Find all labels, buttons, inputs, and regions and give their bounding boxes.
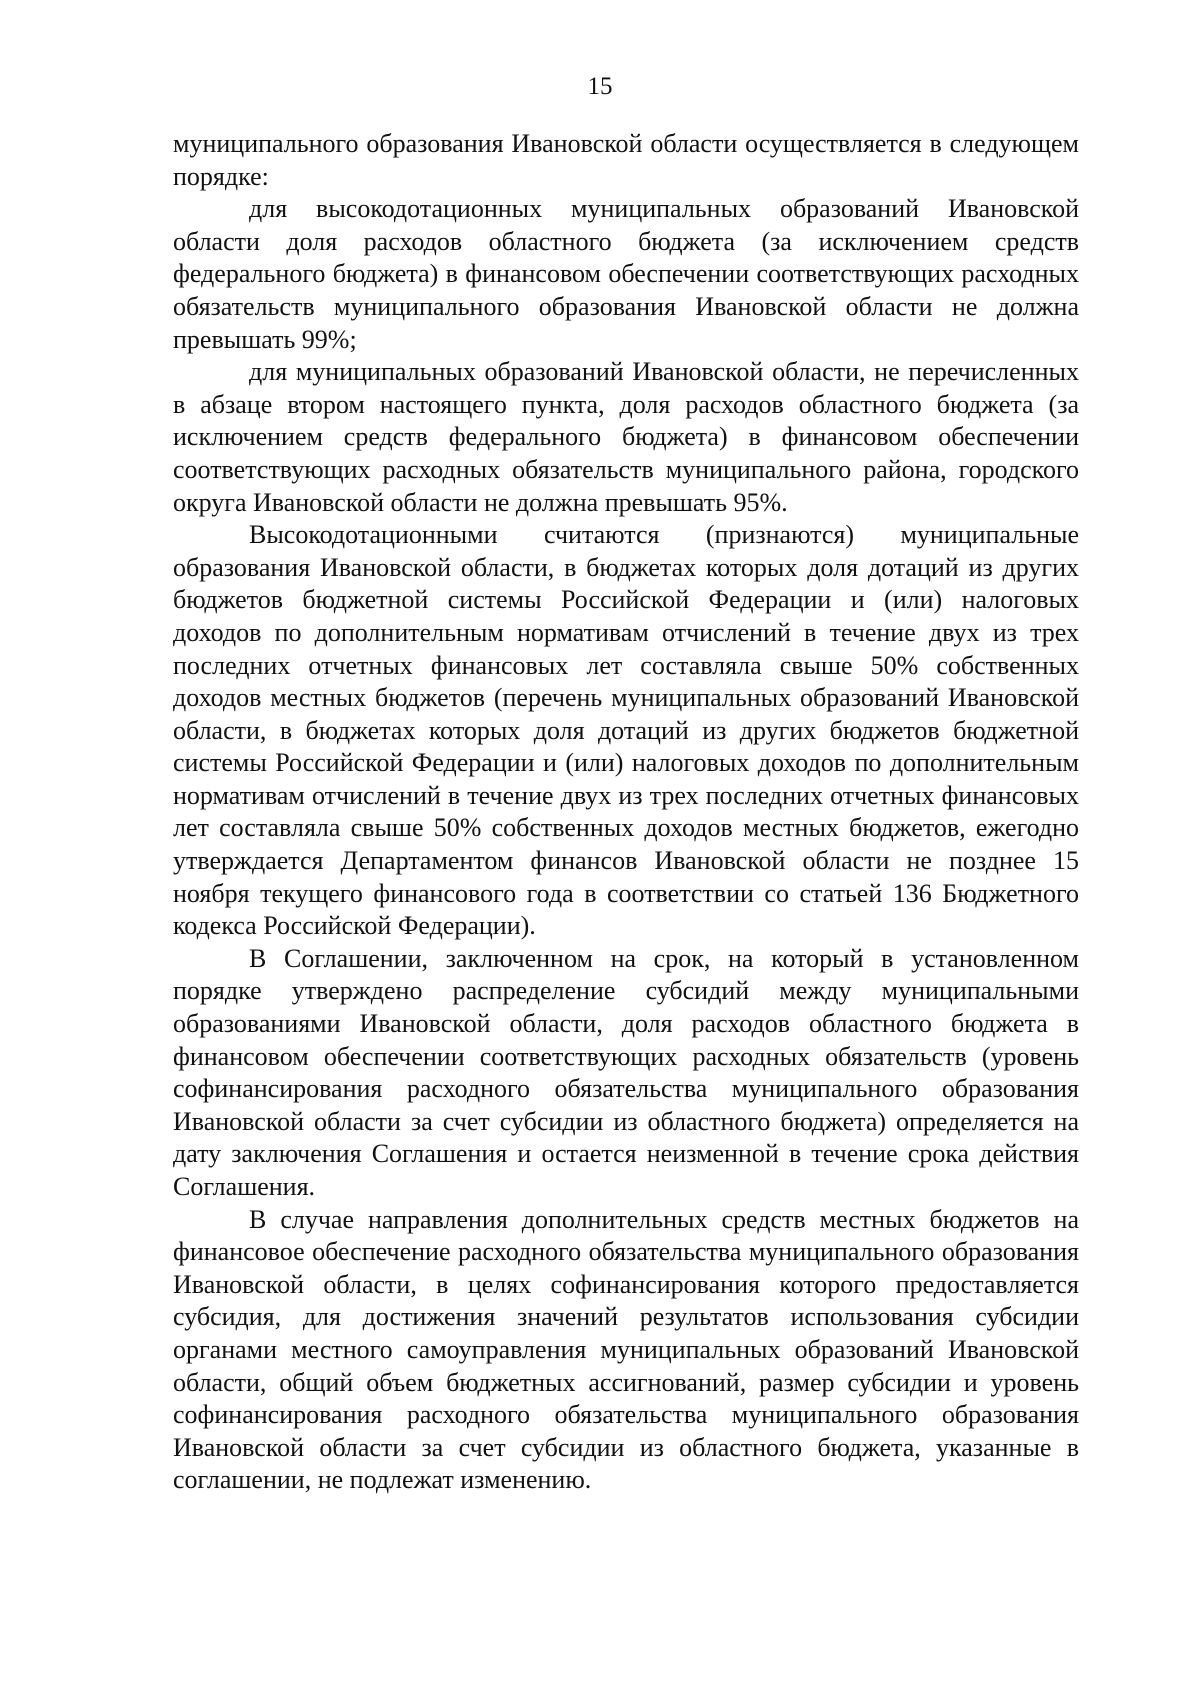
paragraph-high-subsidy-definition: Высокодотационными считаются (признаются) муниципальные образования Ивановской области, в бюджетах которых доля дотаций из других бюджетов бюджетной системы Российской Федерации и (или) налоговых доходов по дополнительным нормативам отчислений в течение двух из трех последних отчетных финансовых лет составляла свыше 50% собственных доходов местных бюджетов (перечень муниципальных образований Ивановской области, в бюджетах которых доля дотаций из других бюджетов бюджетной системы Российской Федерации и (или) налоговых доходов по дополнительным нормативам отчислений в течение двух из трех последних отчетных финансовых лет составляла свыше 50% собственных доходов местных бюджетов, ежегодно утверждается Департаментом финансов Ивановской области не позднее 15 ноября текущего финансового года в соответствии со статьей 136 Бюджетного кодекса Российской Федерации). — [173, 520, 1079, 941]
paragraph-high-subsidy-share: для высокодотационных муниципальных образований Ивановской области доля расходов областного бюджета (за исключением средств федерального бюджета) в финансовом обеспечении соответствующих расходных обязательств муниципального образования Ивановской области не должна превышать 99%; — [173, 194, 1079, 354]
paragraph-agreement-cofinancing: В Соглашении, заключенном на срок, на который в установленном порядке утверждено распределение субсидий между муниципальными образованиями Ивановской области, доля расходов областного бюджета в финансовом обеспечении соответствующих расходных обязательств (уровень софинансирования расходного обязательства муниципального образования Ивановской области за счет субсидии из областного бюджета) определяется на дату заключения Соглашения и остается неизменной в течение срока действия Соглашения. — [173, 943, 1079, 1201]
page-number: 15 — [587, 73, 613, 100]
document-body — [173, 128, 1079, 1497]
paragraph-additional-funds: В случае направления дополнительных средств местных бюджетов на финансовое обеспечение расходного обязательства муниципального образования Ивановской области, в целях софинансирования которого предоставляется субсидия, для достижения значений результатов использования субсидии органами местного самоуправления муниципальных образований Ивановской области, общий объем бюджетных ассигнований, размер субсидии и уровень софинансирования расходного обязательства муниципального образования Ивановской области за счет субсидии из областного бюджета, указанные в соглашении, не подлежат изменению. — [173, 1204, 1079, 1495]
paragraph-other-municipalities-share: для муниципальных образований Ивановской области, не перечисленных в абзаце втором настоящего пункта, доля расходов областного бюджета (за исключением средств федерального бюджета) в финансовом обеспечении соответствующих расходных обязательств муниципального района, городского округа Ивановской области не должна превышать 95%. — [173, 357, 1079, 517]
paragraph-continuation: муниципального образования Ивановской области осуществляется в следующем порядке: — [173, 129, 1079, 191]
